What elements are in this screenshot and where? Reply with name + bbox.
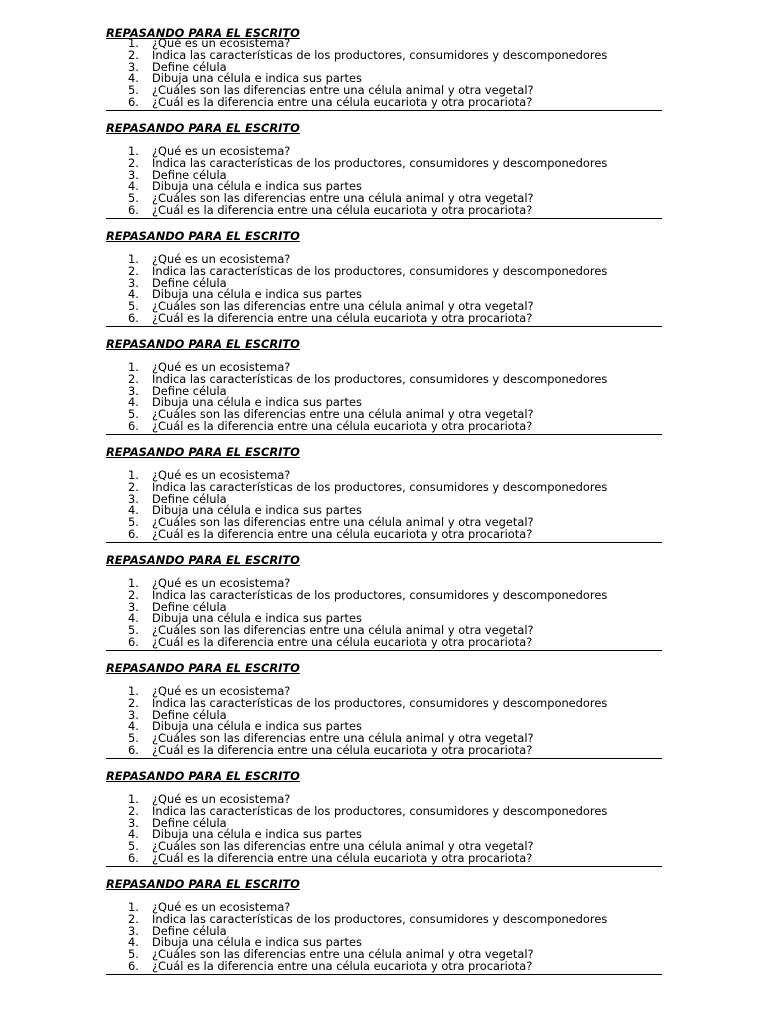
question-text: ¿Qué es un ecosistema? <box>152 468 291 482</box>
question-text: ¿Cuáles son las diferencias entre una célula animal y otra vegetal? <box>152 299 534 314</box>
question-number: 2. <box>128 479 139 494</box>
question-list <box>106 686 662 757</box>
question-number: 1. <box>128 360 139 374</box>
question-number: 4. <box>128 935 139 950</box>
question-number: 1. <box>128 684 139 698</box>
question-item <box>106 958 662 973</box>
block-title: REPASANDO PARA EL ESCRITO <box>106 445 300 459</box>
question-text: ¿Qué es un ecosistema? <box>152 576 291 590</box>
block-title: REPASANDO PARA EL ESCRITO <box>106 661 300 675</box>
question-item <box>106 526 662 541</box>
question-number: 1. <box>128 900 139 914</box>
question-number: 6. <box>128 850 139 865</box>
question-text: ¿Qué es un ecosistema? <box>152 900 291 914</box>
question-text: ¿Cuál es la diferencia entre una célula eucariota y otra procariota? <box>152 634 533 649</box>
question-text: Dibuja una célula e indica sus partes <box>152 503 362 518</box>
question-number: 4. <box>128 611 139 626</box>
separator-line <box>106 974 662 975</box>
question-text: Dibuja una célula e indica sus partes <box>152 935 362 950</box>
question-list <box>106 470 662 541</box>
question-text: Define célula <box>152 599 227 614</box>
question-text: ¿Cuál es la diferencia entre una célula eucariota y otra procariota? <box>152 850 533 865</box>
question-item <box>106 202 662 217</box>
question-number: 2. <box>128 803 139 818</box>
question-text: ¿Cuáles son las diferencias entre una célula animal y otra vegetal? <box>152 947 534 962</box>
question-item <box>106 850 662 865</box>
question-number: 2. <box>128 371 139 386</box>
separator-line <box>106 542 662 543</box>
question-number: 6. <box>128 310 139 325</box>
question-list <box>106 902 662 973</box>
question-text: ¿Cuál es la diferencia entre una célula eucariota y otra procariota? <box>152 202 533 217</box>
question-text: Dibuja una célula e indica sus partes <box>152 395 362 410</box>
question-text: ¿Qué es un ecosistema? <box>152 792 291 806</box>
question-number: 2. <box>128 155 139 170</box>
question-number: 2. <box>128 911 139 926</box>
question-text: ¿Cuál es la diferencia entre una célula eucariota y otra procariota? <box>152 418 533 433</box>
question-list <box>106 362 662 433</box>
question-text: Dibuja una célula e indica sus partes <box>152 287 362 302</box>
question-number: 5. <box>128 299 139 314</box>
question-number: 4. <box>128 503 139 518</box>
question-number: 6. <box>128 742 139 757</box>
block-title: REPASANDO PARA EL ESCRITO <box>106 337 300 351</box>
question-text: ¿Cuál es la diferencia entre una célula eucariota y otra procariota? <box>152 526 533 541</box>
question-text: Dibuja una célula e indica sus partes <box>152 611 362 626</box>
question-text: Indica las características de los productores, consumidores y descomponedores <box>152 371 608 386</box>
question-number: 2. <box>128 263 139 278</box>
question-number: 5. <box>128 947 139 962</box>
question-text: Indica las características de los productores, consumidores y descomponedores <box>152 587 608 602</box>
question-text: Define célula <box>152 491 227 506</box>
question-number: 1. <box>128 144 139 158</box>
question-text: Define célula <box>152 59 227 74</box>
question-text: Indica las características de los productores, consumidores y descomponedores <box>152 911 608 926</box>
question-text: ¿Qué es un ecosistema? <box>152 360 291 374</box>
separator-line <box>106 758 662 759</box>
separator-line <box>106 650 662 651</box>
question-text: ¿Cuáles son las diferencias entre una célula animal y otra vegetal? <box>152 839 534 854</box>
question-number: 6. <box>128 94 139 109</box>
question-number: 5. <box>128 407 139 422</box>
question-text: Indica las características de los productores, consumidores y descomponedores <box>152 695 608 710</box>
question-text: ¿Qué es un ecosistema? <box>152 684 291 698</box>
question-text: ¿Cuáles son las diferencias entre una célula animal y otra vegetal? <box>152 731 534 746</box>
question-text: ¿Cuál es la diferencia entre una célula eucariota y otra procariota? <box>152 742 533 757</box>
question-text: Indica las características de los productores, consumidores y descomponedores <box>152 155 608 170</box>
question-list <box>106 578 662 649</box>
block-title: REPASANDO PARA EL ESCRITO <box>106 553 300 567</box>
question-text: Define célula <box>152 815 227 830</box>
block-title: REPASANDO PARA EL ESCRITO <box>106 26 300 40</box>
separator-line <box>106 110 662 111</box>
question-number: 3. <box>128 923 139 938</box>
separator-line <box>106 326 662 327</box>
question-list <box>106 254 662 325</box>
question-text: Define célula <box>152 707 227 722</box>
question-list <box>106 146 662 217</box>
question-number: 6. <box>128 958 139 973</box>
question-text: Define célula <box>152 383 227 398</box>
question-text: Indica las características de los productores, consumidores y descomponedores <box>152 479 608 494</box>
question-number: 3. <box>128 815 139 830</box>
question-text: Define célula <box>152 167 227 182</box>
question-number: 3. <box>128 599 139 614</box>
question-item <box>106 94 662 109</box>
question-number: 6. <box>128 526 139 541</box>
question-item <box>106 634 662 649</box>
question-number: 1. <box>128 792 139 806</box>
question-text: Define célula <box>152 275 227 290</box>
question-text: ¿Cuáles son las diferencias entre una célula animal y otra vegetal? <box>152 83 534 98</box>
question-text: ¿Qué es un ecosistema? <box>152 144 291 158</box>
question-text: ¿Cuál es la diferencia entre una célula eucariota y otra procariota? <box>152 958 533 973</box>
question-list <box>106 38 662 109</box>
question-item <box>106 742 662 757</box>
question-number: 5. <box>128 623 139 638</box>
question-text: ¿Qué es un ecosistema? <box>152 36 291 50</box>
question-text: Dibuja una célula e indica sus partes <box>152 179 362 194</box>
question-text: Define célula <box>152 923 227 938</box>
question-text: ¿Cuál es la diferencia entre una célula eucariota y otra procariota? <box>152 310 533 325</box>
block-title: REPASANDO PARA EL ESCRITO <box>106 769 300 783</box>
question-list <box>106 794 662 865</box>
question-number: 2. <box>128 695 139 710</box>
question-text: ¿Cuáles son las diferencias entre una célula animal y otra vegetal? <box>152 191 534 206</box>
question-number: 4. <box>128 287 139 302</box>
question-number: 3. <box>128 59 139 74</box>
question-number: 6. <box>128 634 139 649</box>
question-item <box>106 418 662 433</box>
question-number: 4. <box>128 719 139 734</box>
question-text: Indica las características de los productores, consumidores y descomponedores <box>152 263 608 278</box>
question-text: ¿Cuáles son las diferencias entre una célula animal y otra vegetal? <box>152 407 534 422</box>
question-text: ¿Cuáles son las diferencias entre una célula animal y otra vegetal? <box>152 515 534 530</box>
question-number: 3. <box>128 491 139 506</box>
question-text: Indica las características de los productores, consumidores y descomponedores <box>152 47 608 62</box>
separator-line <box>106 866 662 867</box>
question-number: 4. <box>128 827 139 842</box>
question-number: 5. <box>128 83 139 98</box>
question-number: 5. <box>128 731 139 746</box>
block-title: REPASANDO PARA EL ESCRITO <box>106 877 300 891</box>
question-text: ¿Cuáles son las diferencias entre una célula animal y otra vegetal? <box>152 623 534 638</box>
question-number: 2. <box>128 587 139 602</box>
question-number: 3. <box>128 707 139 722</box>
block-title: REPASANDO PARA EL ESCRITO <box>106 229 300 243</box>
question-number: 5. <box>128 191 139 206</box>
question-text: ¿Cuál es la diferencia entre una célula eucariota y otra procariota? <box>152 94 533 109</box>
question-item <box>106 310 662 325</box>
question-text: Dibuja una célula e indica sus partes <box>152 719 362 734</box>
question-number: 4. <box>128 395 139 410</box>
question-number: 3. <box>128 275 139 290</box>
question-number: 4. <box>128 179 139 194</box>
question-text: Dibuja una célula e indica sus partes <box>152 71 362 86</box>
separator-line <box>106 434 662 435</box>
question-number: 1. <box>128 252 139 266</box>
question-number: 4. <box>128 71 139 86</box>
separator-line <box>106 218 662 219</box>
question-number: 3. <box>128 383 139 398</box>
question-number: 6. <box>128 418 139 433</box>
question-text: ¿Qué es un ecosistema? <box>152 252 291 266</box>
question-number: 1. <box>128 36 139 50</box>
question-number: 3. <box>128 167 139 182</box>
question-number: 5. <box>128 839 139 854</box>
question-text: Indica las características de los productores, consumidores y descomponedores <box>152 803 608 818</box>
question-number: 2. <box>128 47 139 62</box>
question-number: 1. <box>128 576 139 590</box>
question-number: 6. <box>128 202 139 217</box>
question-number: 1. <box>128 468 139 482</box>
block-title: REPASANDO PARA EL ESCRITO <box>106 121 300 135</box>
question-number: 5. <box>128 515 139 530</box>
question-text: Dibuja una célula e indica sus partes <box>152 827 362 842</box>
